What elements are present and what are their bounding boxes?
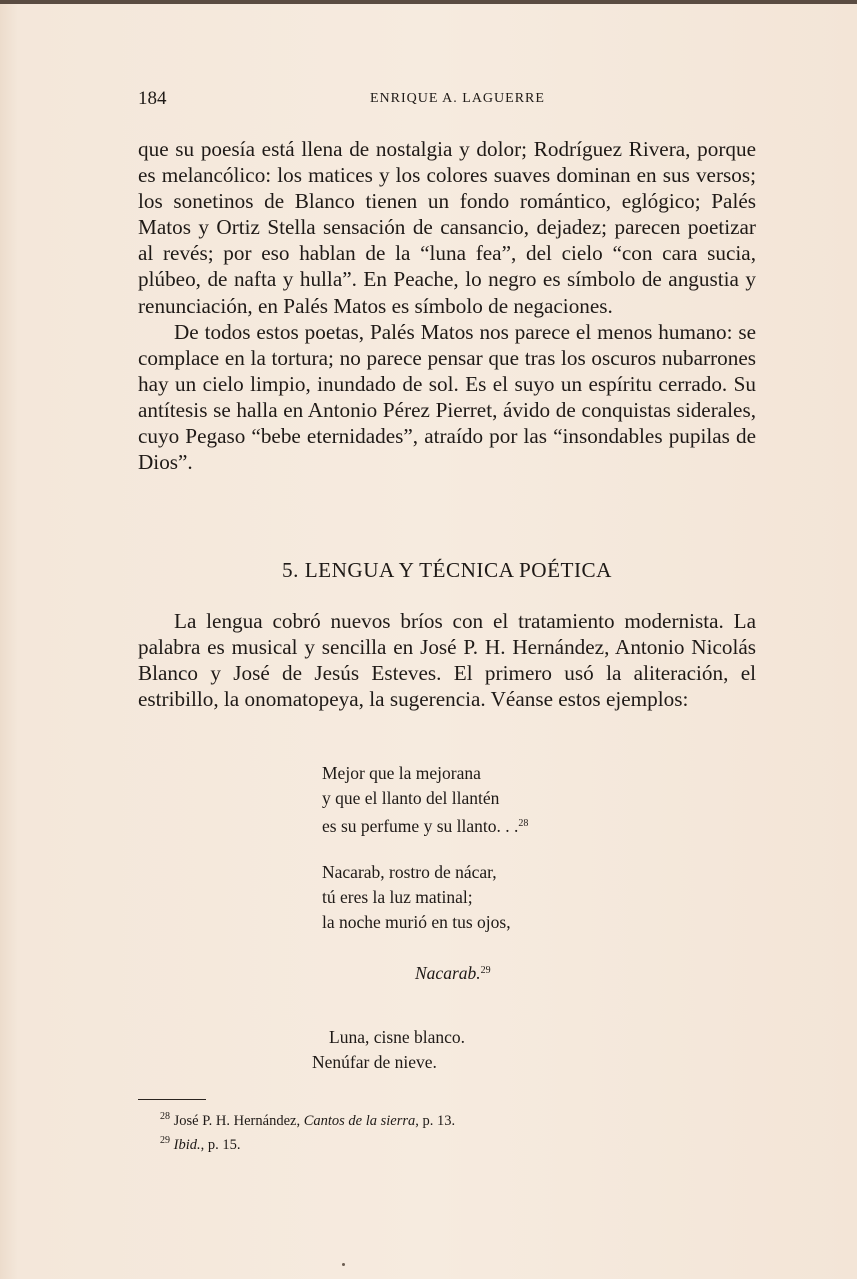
paragraph-1: que su poesía está llena de nostalgia y dolor; Rodríguez Rivera, porque es melancólico: los matices y los colores suaves dominan en sus versos; los sonetinos de Blanco tienen un fondo romántico, eglógico; Palés Matos y Ortiz Stella sensación de cansancio, dejadez; parecen poetizar al revés; por eso hablan de la “luna fea”, del cielo “con cara sucia, plúbeo, de nafta y hulla”. En Peache, lo negro es símbolo de angustia y renunciación, en Palés Matos es símbolo de negaciones. [138, 137, 756, 318]
verse-line-with-ref [322, 811, 528, 839]
verse-line: Nenúfar de nieve. [312, 1052, 437, 1072]
footnote-title: Ibid. [173, 1137, 201, 1153]
footnote-rule [138, 1099, 206, 1100]
verse-stanza-2-last [415, 958, 491, 986]
verse-line: la noche murió en tus ojos, [322, 912, 511, 932]
footnote-text: , p. 15. [200, 1137, 241, 1153]
verse-line: Luna, cisne blanco. [329, 1027, 466, 1047]
footnote-number: 29 [160, 1135, 170, 1146]
running-header [138, 88, 756, 112]
section-heading: 5. LENGUA Y TÉCNICA POÉTICA [282, 558, 612, 582]
page-number: 184 [138, 88, 167, 109]
verse-stanza-3 [312, 1025, 465, 1075]
verse-stanza-2 [322, 860, 511, 935]
paragraph-3: La lengua cobró nuevos bríos con el tratamiento modernista. La palabra es musical y sencilla en José P. H. Hernández, Antonio Nicolás Blanco y José de Jesús Esteves. El primero usó la aliteración, el estribillo, la onomatopeya, la sugerencia. Véanse estos ejemplos: [138, 609, 756, 712]
verse-line: Mejor que la mejorana [322, 763, 481, 783]
page-top-edge [0, 0, 857, 4]
footnote-title: Cantos de la sierra [303, 1113, 416, 1129]
footnote-text: José P. H. Hernández, [173, 1113, 304, 1129]
verse-line-with-ref [415, 958, 491, 986]
running-title: ENRIQUE A. LAGUERRE [370, 91, 545, 106]
footnote-29 [160, 1131, 455, 1155]
paper-speck [342, 1263, 345, 1266]
verse-stanza-1 [322, 761, 528, 839]
verse-line: y que el llanto del llantén [322, 788, 500, 808]
body-text-section [138, 608, 756, 712]
body-text-top [138, 136, 756, 475]
footnote-number: 28 [160, 1111, 170, 1122]
footnote-28 [160, 1107, 455, 1131]
verse-line: Nacarab. [415, 963, 481, 983]
verse-line: es su perfume y su llanto. . . [322, 816, 519, 836]
paragraph-2: De todos estos poetas, Palés Matos nos parece el menos humano: se complace en la tortura; no parece pensar que tras los oscuros nubarrones hay un cielo limpio, inundado de sol. Es el suyo un espíritu cerrado. Su antítesis se halla en Antonio Pérez Pierret, ávido de conquistas siderales, cuyo Pegaso “bebe eternidades”, atraído por las “insondables pupilas de Dios”. [138, 319, 756, 475]
verse-line: tú eres la luz matinal; [322, 887, 473, 907]
footnote-ref: 28 [518, 818, 529, 829]
verse-line: Nacarab, rostro de nácar, [322, 862, 497, 882]
footnotes [160, 1107, 455, 1155]
footnote-text: , p. 13. [415, 1113, 456, 1129]
footnote-ref: 29 [480, 965, 491, 976]
